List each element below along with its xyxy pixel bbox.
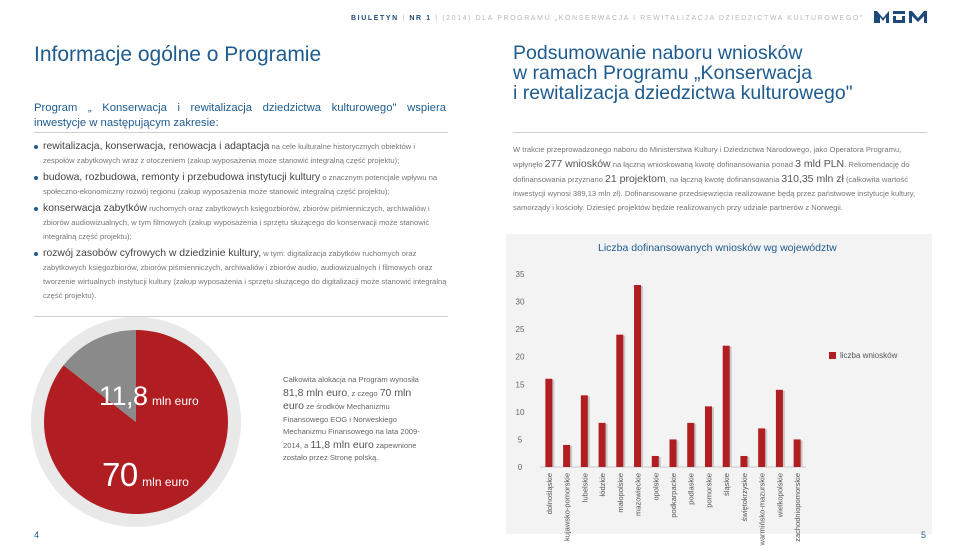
bar xyxy=(581,395,588,467)
y-tick-label: 25 xyxy=(515,325,525,335)
bar xyxy=(776,390,783,467)
bar-chart-svg xyxy=(506,234,932,546)
program-intro: Program „ Konserwacja i rewitalizacja dziedzictwa kulturowego" wspiera inwestycje w następującym zakresie: xyxy=(34,102,446,129)
allocation-eog: 70 mln euro xyxy=(283,386,412,412)
bulletin-label: BIULETYN xyxy=(351,15,399,22)
issue-label: NR 1 xyxy=(409,15,432,22)
y-tick-label: 0 xyxy=(517,463,523,472)
x-tick-label: kujawsko-pomorskie xyxy=(562,473,572,541)
divider-line xyxy=(513,132,927,133)
bullet-icon xyxy=(34,252,38,256)
x-tick-label: zachodniopomorskie xyxy=(793,473,803,542)
legend-label: liczba wniosków xyxy=(840,351,898,360)
left-page-title: Informacje ogólne o Programie xyxy=(34,43,322,66)
year-label: (2014) xyxy=(442,15,473,22)
divider-2: | xyxy=(435,15,443,22)
title-line: i rewitalizacja dziedzictwa kulturowego" xyxy=(513,82,853,104)
summary-paragraph xyxy=(513,143,927,215)
y-tick-label: 10 xyxy=(515,407,525,417)
x-tick-label: dolnośląskie xyxy=(544,473,554,515)
allocation-total: 81,8 mln euro xyxy=(283,386,348,399)
projects-count: 21 projektom xyxy=(605,173,666,185)
voivodeship-bar-chart xyxy=(506,234,932,546)
requested-amount: 3 mld PLN xyxy=(795,158,845,170)
bar xyxy=(545,379,552,467)
bullet-text: ruchomych oraz zabytkowych księgozbiorów, zbiorów piśmienniczych, archiwaliów i zbiorów audiowizualnych, w tym filmowych (zakup wyposażenia i sprzętu służącego do konserwacji może stanowić integralną część projektu); xyxy=(43,204,430,241)
allocation-text-part: , z czego xyxy=(347,388,380,398)
summary-text: (całkowita wartość inwestycji wynosi 389,13 mln zł). Dofinansowane przedsięwzięcia realizowane będą przez państwowe instytucje kultury, samorządy i kościoły. Dziesięć projektów będzie realizowanych przy udziale partnerów z Norwegii. xyxy=(513,175,916,212)
left-page xyxy=(0,34,480,553)
x-tick-label: małopolskie xyxy=(615,473,625,513)
applications-count: 277 wniosków xyxy=(544,158,611,170)
bullet-text: w tym: digitalizacja zabytków ruchomych oraz zabytkowych księgozbiorów, zbiorów piśmienniczych, archiwaliów i zbiorów audio, audiowizualnych i filmowych oraz tworzenie wirtualnych instytucji kultury (zakup wyposażenia i sprzętu służącego do digitalizacji może stanowić integralną część projektu). xyxy=(43,249,447,300)
y-tick-label: 20 xyxy=(515,352,525,362)
summary-text: W trakcie przeprowadzonego naboru do Ministerstwa Kultury i Dziedzictwa Narodowego, jako Operatora Programu, wpłynęło xyxy=(513,145,902,169)
bar xyxy=(616,335,623,467)
bar xyxy=(723,346,730,467)
program-label: DLA PROGRAMU „KONSERWACJA I REWITALIZACJA DZIEDZICTWA KULTUROWEGO" xyxy=(475,15,864,22)
bullet-lead: konserwacja zabytków xyxy=(43,203,147,214)
bar xyxy=(794,439,801,467)
small-unit: mln euro xyxy=(152,394,199,408)
pie-label-small xyxy=(99,381,199,412)
x-tick-label: świętokrzyskie xyxy=(739,473,749,522)
y-tick-label: 15 xyxy=(515,380,525,390)
scope-list xyxy=(34,140,448,306)
bullet-lead: rewitalizacja, konserwacja, renowacja i adaptacja xyxy=(43,141,270,152)
bullet-lead: rozwój zasobów cyfrowych w dziedzinie kultury, xyxy=(43,248,262,259)
summary-text: na łączną wnioskowaną kwotę dofinansowania ponad xyxy=(610,160,796,169)
bullet-icon xyxy=(34,176,38,180)
header-bar xyxy=(0,0,960,34)
x-tick-label: pomorskie xyxy=(704,473,714,508)
x-tick-label: lubelskie xyxy=(580,473,590,503)
bar xyxy=(670,439,677,467)
ministry-logo-icon xyxy=(874,9,928,25)
pie-label-large xyxy=(102,456,189,494)
right-page xyxy=(480,34,960,553)
list-item xyxy=(34,247,448,303)
bullet-text: na cele kulturalne historycznych obiektów i zespołów zabytkowych wraz z otoczeniem (zakup wyposażenia może stanowić integralną część projektu); xyxy=(43,142,416,165)
allocation-poland: 11,8 mln euro xyxy=(310,438,374,451)
large-unit: mln euro xyxy=(142,475,189,489)
bar xyxy=(687,423,694,467)
y-tick-label: 35 xyxy=(515,270,525,279)
chart-title: Liczba dofinansowanych wniosków wg województw xyxy=(598,242,837,254)
bar xyxy=(599,423,606,467)
legend-swatch xyxy=(829,352,836,359)
chart-legend xyxy=(829,351,897,360)
x-tick-label: wielkopolskie xyxy=(775,473,785,518)
bar xyxy=(740,456,747,467)
y-tick-label: 30 xyxy=(515,297,525,307)
bar xyxy=(758,428,765,467)
bar xyxy=(563,445,570,467)
divider-1: | xyxy=(402,15,410,22)
summary-text: , na łączną kwotę dofinansowania xyxy=(665,175,782,184)
right-page-title xyxy=(513,43,853,103)
small-value: 11,8 xyxy=(99,381,148,411)
bullet-text: o znacznym potencjale wpływu na społeczno-ekonomiczny rozwój regionu (zakup wyposażenia może stanowić integralną część projektu); xyxy=(43,173,438,196)
bar xyxy=(634,285,641,467)
x-tick-label: śląskie xyxy=(722,473,732,496)
list-item xyxy=(34,171,448,199)
page-number-left: 4 xyxy=(34,530,40,540)
bar xyxy=(705,406,712,467)
pie-svg xyxy=(30,316,242,528)
allocation-text-part: ze środków Mechanizmu Finansowego EOG i Norweskiego Mechanizmu Finansowego na lata 2009-2014, a xyxy=(283,402,420,450)
title-line: w ramach Programu „Konserwacja xyxy=(513,62,813,84)
x-tick-label: mazowieckie xyxy=(633,473,643,516)
bulletin-header xyxy=(351,15,864,22)
allocation-text-part: Całkowita alokacja na Program wynosiła xyxy=(283,375,419,384)
allocation-pie-chart xyxy=(30,316,242,528)
x-tick-label: opolskie xyxy=(651,473,661,501)
large-value: 70 xyxy=(102,456,138,493)
divider-line xyxy=(34,132,448,133)
bullet-icon xyxy=(34,207,38,211)
page-number-right: 5 xyxy=(920,530,926,540)
list-item xyxy=(34,202,448,244)
x-tick-label: łódzkie xyxy=(598,473,608,497)
allocation-text xyxy=(283,374,433,465)
list-item xyxy=(34,140,448,168)
x-tick-label: warmińsko-mazurskie xyxy=(757,473,767,546)
bullet-lead: budowa, rozbudowa, remonty i przebudowa instytucji kultury xyxy=(43,172,321,183)
allocation-text-part: zapewnione zostało przez Stronę polską. xyxy=(283,440,417,462)
summary-text: . Rekomendację do dofinansowania przyznano xyxy=(513,160,910,184)
funding-amount: 310,35 mln zł xyxy=(781,173,844,185)
bullet-icon xyxy=(34,145,38,149)
title-line: Podsumowanie naboru wniosków xyxy=(513,42,803,64)
x-tick-label: podlaskie xyxy=(686,473,696,505)
y-tick-label: 5 xyxy=(517,435,523,445)
x-tick-label: podkarpackie xyxy=(669,473,678,518)
bar xyxy=(652,456,659,467)
